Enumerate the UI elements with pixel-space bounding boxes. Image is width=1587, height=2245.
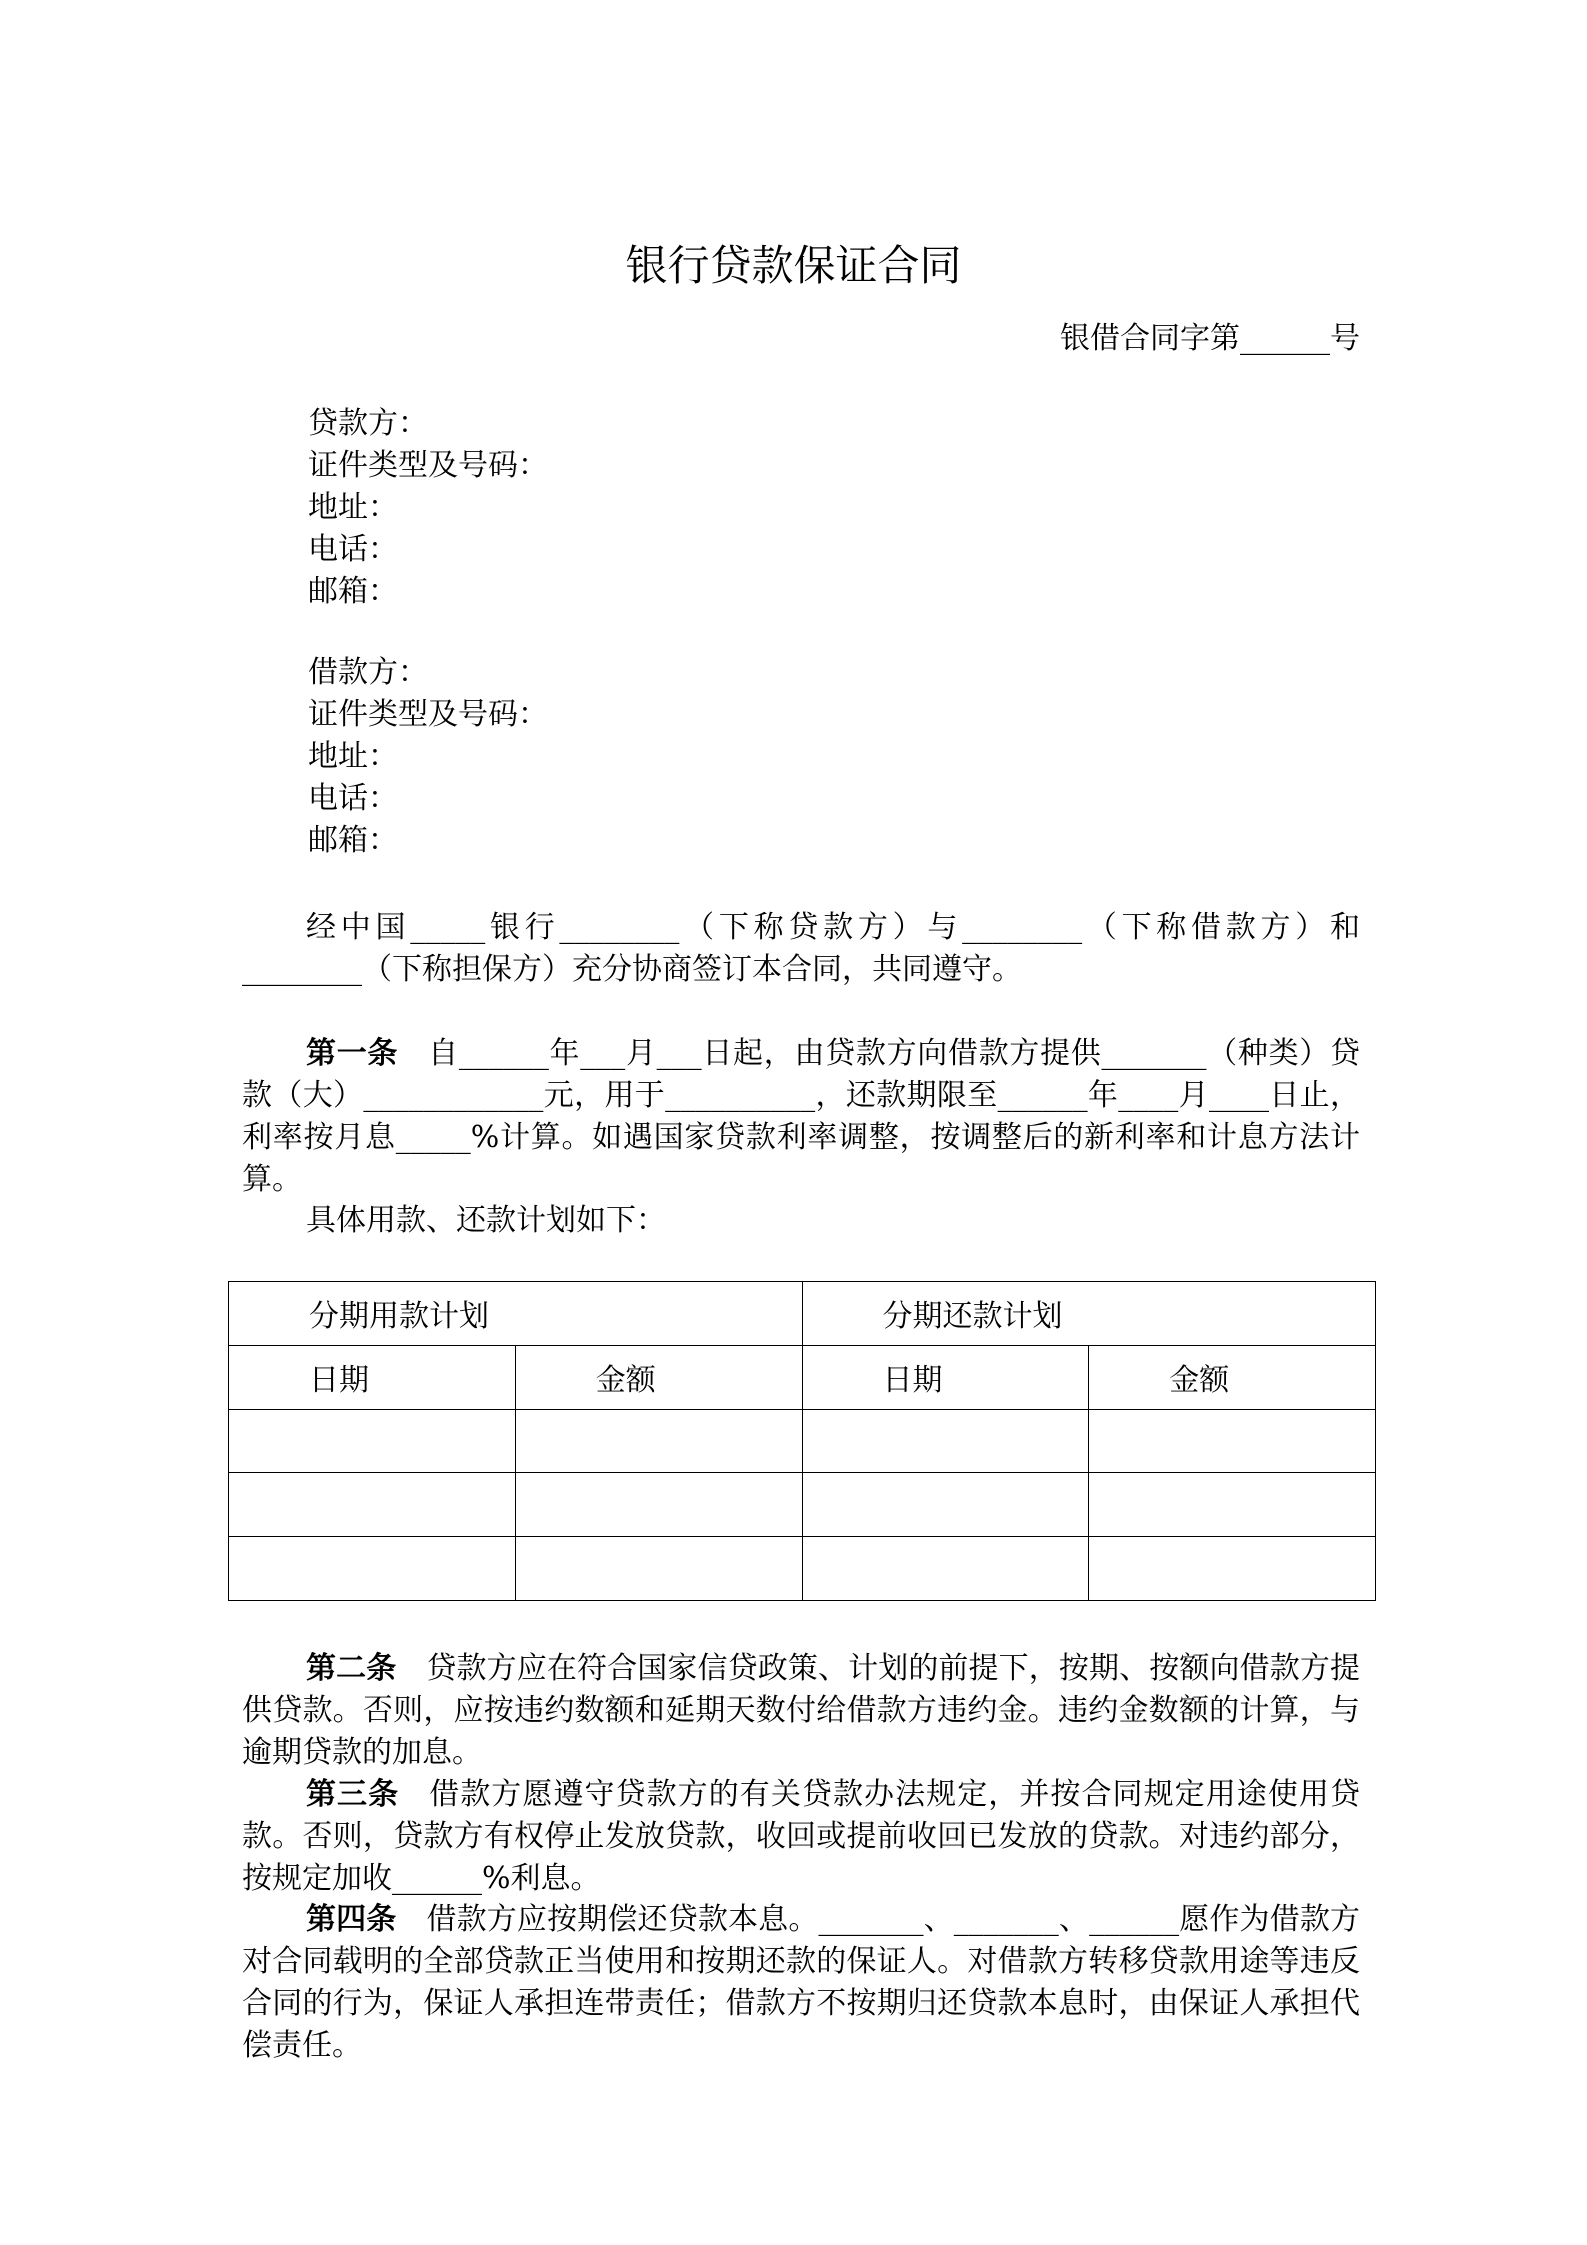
article-4-text: 借款方应按期偿还贷款本息。_______、_______、______愿作为借款方对合同载明的全部贷款正当使用和按期还款的保证人。对借款方转移贷款用途等违反合同的行为，保证人承担连带责任；借款方不按期归还贷款本息时，由保证人承担代偿责任。 xyxy=(242,1902,1361,2063)
table-cell xyxy=(515,1409,802,1473)
article-2-text: 贷款方应在符合国家信贷政策、计划的前提下，按期、按额向借款方提供贷款。否则，应按违约数额和延期天数付给借款方违约金。违约金数额的计算，与逾期贷款的加息。 xyxy=(242,1651,1361,1770)
article-1 xyxy=(242,1033,1360,1201)
lender-address-field: 地址： xyxy=(308,490,398,525)
article-4-label: 第四条 xyxy=(306,1902,397,1937)
intro-paragraph: 经中国_____银行________（下称贷款方）与________（下称借款方）和________（下称担保方）充分协商签订本合同，共同遵守。 xyxy=(242,910,1360,987)
lender-email-field: 邮箱： xyxy=(308,574,398,609)
article-3-text: 借款方愿遵守贷款方的有关贷款办法规定，并按合同规定用途使用贷款。否则，贷款方有权停止发放贷款，收回或提前收回已发放的贷款。对违约部分，按规定加收______%利息。 xyxy=(242,1777,1360,1896)
borrower-phone-field: 电话： xyxy=(308,781,398,816)
table-row xyxy=(229,1537,1376,1601)
table-header-amount: 金额 xyxy=(515,1345,802,1409)
borrower-id-field: 证件类型及号码： xyxy=(308,697,548,732)
lender-id-field: 证件类型及号码： xyxy=(308,448,548,483)
plan-intro: 具体用款、还款计划如下： xyxy=(306,1203,666,1238)
table-cell xyxy=(1089,1409,1376,1473)
borrower-name-field: 借款方： xyxy=(308,655,428,690)
table-cell xyxy=(515,1473,802,1537)
article-1-text: 自______年___月___日起，由贷款方向借款方提供_______（种类）贷款（大）____________元，用于__________，还款期限至______年____月____日止，利率按月息_____%计算。如遇国家贷款利率调整，按调整后的新利率和计息方法计算。 xyxy=(242,1036,1361,1197)
table-cell xyxy=(1089,1537,1376,1601)
borrower-address-field: 地址： xyxy=(308,739,398,774)
table-sub-header-row xyxy=(229,1345,1376,1409)
table-cell xyxy=(515,1537,802,1601)
article-4 xyxy=(242,1899,1360,2067)
lender-phone-field: 电话： xyxy=(308,532,398,567)
table-header-date: 日期 xyxy=(802,1345,1089,1409)
article-2-label: 第二条 xyxy=(306,1651,397,1686)
table-cell xyxy=(229,1409,516,1473)
table-header-repayment-plan: 分期还款计划 xyxy=(802,1282,1376,1346)
table-cell xyxy=(802,1537,1089,1601)
table-header-borrowing-plan: 分期用款计划 xyxy=(229,1282,803,1346)
article-2 xyxy=(242,1648,1360,1774)
lender-section xyxy=(308,403,1208,613)
table-header-amount: 金额 xyxy=(1089,1345,1376,1409)
table-group-header-row xyxy=(229,1282,1376,1346)
borrower-section xyxy=(308,652,1208,862)
table-cell xyxy=(229,1537,516,1601)
table-cell xyxy=(1089,1473,1376,1537)
table-cell xyxy=(229,1473,516,1537)
table-row xyxy=(229,1473,1376,1537)
table-cell xyxy=(802,1409,1089,1473)
article-3-label: 第三条 xyxy=(306,1777,400,1812)
contract-number: 银借合同字第______号 xyxy=(1060,321,1360,356)
table-row xyxy=(229,1409,1376,1473)
article-1-label: 第一条 xyxy=(306,1036,399,1071)
lender-name-field: 贷款方： xyxy=(308,406,428,441)
payment-plan-table xyxy=(228,1281,1376,1601)
table-cell xyxy=(802,1473,1089,1537)
article-3 xyxy=(242,1774,1360,1900)
document-title: 银行贷款保证合同 xyxy=(625,241,962,290)
borrower-email-field: 邮箱： xyxy=(308,823,398,858)
table-header-date: 日期 xyxy=(229,1345,516,1409)
